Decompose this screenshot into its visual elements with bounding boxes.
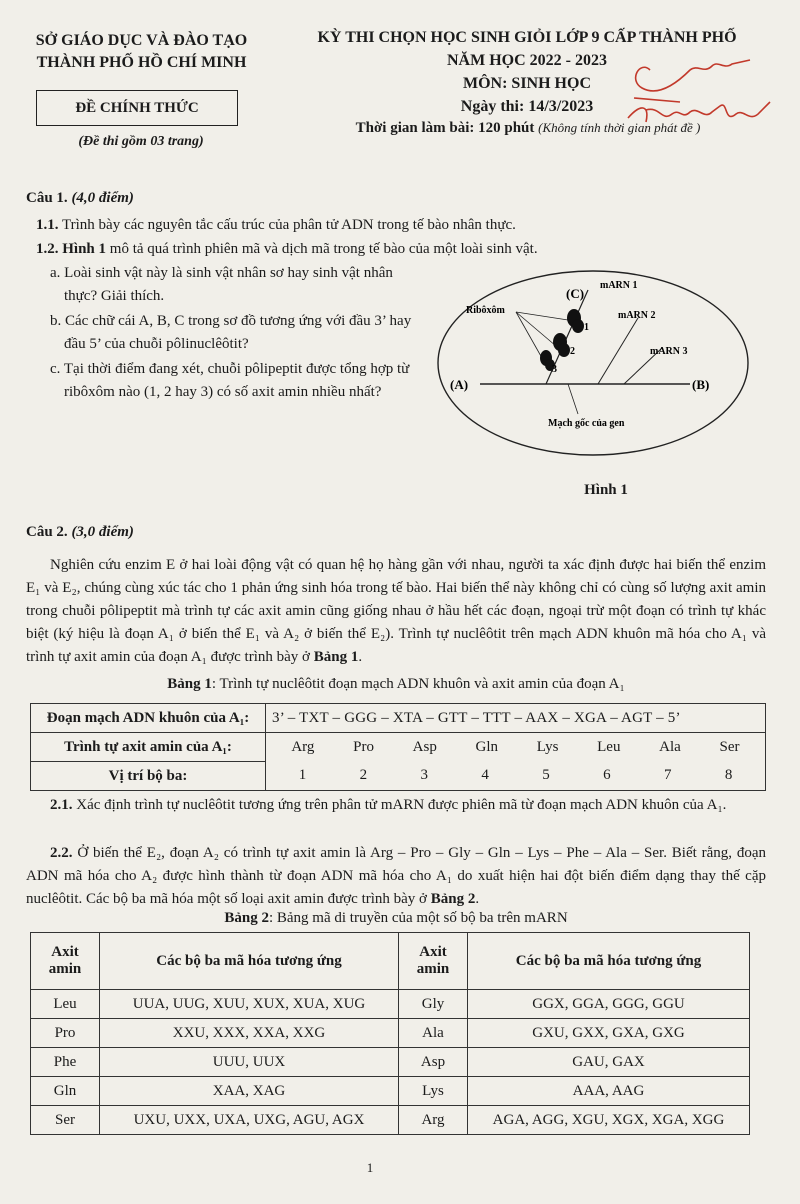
ribosome-pointer-3: [516, 312, 542, 358]
table-1-aa-values: [272, 739, 759, 756]
table-1-row-aa: [31, 733, 766, 762]
q1-item-2-number: 1.2.: [36, 241, 59, 257]
position-cell: 2: [359, 767, 368, 784]
table-2-aa: Gly: [399, 990, 468, 1019]
table-2-header-aa-2: Axit amin: [399, 933, 468, 990]
q2-item-1-number: 2.1.: [50, 797, 73, 813]
label-C: (C): [566, 286, 585, 301]
ribosome-number-3: 3: [552, 364, 557, 375]
template-pointer: [568, 384, 578, 414]
table-2-codons: XXU, XXX, XXA, XXG: [100, 1019, 399, 1048]
table-row: [31, 1019, 750, 1048]
position-cell: 6: [603, 767, 611, 784]
aa-cell: Pro: [353, 738, 374, 755]
ribosome-number-1: 1: [584, 322, 589, 333]
mrna-strand-2: [598, 318, 638, 384]
table-1-caption: [26, 676, 766, 693]
figure-1-caption: Hình 1: [584, 482, 628, 498]
handwritten-signature: [620, 40, 795, 140]
question-2-title: [26, 524, 134, 541]
q2-item-2-text: Ở biến thể E₂, đoạn A₂ có trình tự axit amin là Arg – Pro – Gly – Gln – Lys – Phe – Ala – Ser. Biết rằng, đoạn ADN mã hóa cho A₂ được hình thành từ đoạn ADN mã hóa cho A₁ do xuất hiện hai đột biến điểm dạng thay thế cặp nuclêôtit. Các bộ ba mã hóa một số loại axit amin được trình bày ở: [26, 845, 766, 907]
table-2-codons: UUA, UUG, XUU, XUX, XUA, XUG: [100, 990, 399, 1019]
q2-intro-text: Nghiên cứu enzim E ở hai loài động vật có quan hệ họ hàng gần với nhau, người ta xác định được hai biến thể enzim E₁ và E₂, chúng cùng xúc tác cho 1 phản ứng sinh hóa trong tế bào. Hai biến thể này không chỉ có cùng số lượng axit amin trong chuỗi pôlipeptit mà trình tự các axit amin cũng giống nhau ở hầu hết các đoạn, ngoại trừ một đoạn có trình tự khác biệt (ký hiệu là đoạn A₁ ở biến thể E₁ và A₂ ở biến thể E₂). Trình tự nuclêôtit trên mạch ADN khuôn mã hóa cho A₁ và trình tự axit amin của đoạn A₁ được trình bày ở: [26, 557, 766, 665]
aa-cell: Gln: [475, 738, 499, 755]
aa-cell: Ser: [719, 738, 740, 755]
table-2-aa: Leu: [31, 990, 100, 1019]
template-label: Mạch gốc của gen: [548, 418, 625, 429]
table-1-position-label: Vị trí bộ ba:: [31, 762, 266, 791]
table-2-aa: Pro: [31, 1019, 100, 1048]
q1-sub-a: a. Loài sinh vật này là sinh vật nhân sơ hay sinh vật nhân thực? Giải thích.: [50, 265, 393, 304]
table-2-header-codons-1: Các bộ ba mã hóa tương ứng: [100, 933, 399, 990]
table-row: [31, 1048, 750, 1077]
label-A: (A): [450, 377, 469, 392]
aa-cell: Asp: [412, 738, 437, 755]
table-2-caption: [26, 910, 766, 927]
table-2-aa: Asp: [399, 1048, 468, 1077]
table-row: [31, 990, 750, 1019]
position-cell: 1: [298, 767, 307, 784]
exam-date: Ngày thi: 14/3/2023: [460, 98, 594, 115]
aa-cell: Arg: [291, 738, 315, 755]
table-2-codons: UUU, UUX: [100, 1048, 399, 1077]
official-exam-box: [36, 90, 238, 126]
q1-item-2-figure-ref: Hình 1: [62, 241, 107, 257]
table-2-header-codons-2: Các bộ ba mã hóa tương ứng: [468, 933, 750, 990]
table-2: [30, 932, 750, 1135]
table-1: [30, 703, 766, 791]
position-cell: 8: [724, 767, 733, 784]
pages-note: (Đề thi gồm 03 trang): [78, 134, 204, 149]
position-cell: 3: [420, 767, 428, 784]
page-number: 1: [366, 1160, 374, 1175]
table-1-dna-label: Đoạn mạch ADN khuôn của A₁:: [31, 704, 266, 733]
aa-cell: Ala: [659, 738, 681, 755]
position-cell: 7: [663, 767, 672, 784]
table-2-aa: Phe: [31, 1048, 100, 1077]
time-label: Thời gian làm bài: 120 phút: [355, 120, 535, 136]
figure-1-diagram: [428, 268, 768, 498]
table-2-codons: AAA, AAG: [468, 1077, 750, 1106]
exam-title: KỲ THI CHỌN HỌC SINH GIỎI LỚP 9 CẤP THÀNH PHỐ: [317, 29, 737, 46]
label-B: (B): [692, 377, 710, 392]
table-2-aa: Lys: [399, 1077, 468, 1106]
aa-cell: Lys: [536, 738, 559, 755]
q2-label: Câu 2.: [26, 524, 68, 540]
issuing-authority: [14, 30, 269, 74]
aa-cell: Leu: [597, 738, 621, 755]
q2-item-2: 2.2. Ở biến thể E₂, đoạn A₂ có trình tự axit amin là Arg – Pro – Gly – Gln – Lys – Phe – Ala – Ser. Biết rằng, đoạn ADN mã hóa cho A₂ được hình thành từ đoạn ADN mã hóa cho A₁ do xuất hiện hai đột biến điểm dạng thay thế cặp nuclêôtit. Các bộ ba mã hóa một số loại axit amin được trình bày ở Bảng 2.: [26, 845, 766, 907]
table-2-aa: Ser: [31, 1106, 100, 1135]
table-2-header: [31, 933, 750, 990]
table-1-row-position: [31, 762, 766, 791]
table-2-codons: XAA, XAG: [100, 1077, 399, 1106]
q1-item-2: [36, 238, 776, 260]
q1-sub-c: c. Tại thời điểm đang xét, chuỗi pôlipeptit được tổng hợp từ ribôxôm nào (1, 2 hay 3) có số axit amin nhiều nhất?: [50, 361, 410, 400]
q2-item-1-text: Xác định trình tự nuclêôtit tương ứng trên phân tử mARN được phiên mã từ đoạn mạch ADN khuôn của A₁.: [76, 797, 727, 813]
q2-item-1: [26, 794, 766, 817]
mrna-3-label: mARN 3: [650, 346, 688, 357]
org-line-2: THÀNH PHỐ HỒ CHÍ MINH: [36, 54, 247, 71]
q1-item-2-text: mô tả quá trình phiên mã và dịch mã trong tế bào của một loài sinh vật.: [109, 241, 538, 257]
subject: MÔN: SINH HỌC: [463, 75, 591, 92]
q1-subquestions: [50, 262, 415, 404]
school-year: NĂM HỌC 2022 - 2023: [447, 52, 607, 69]
time-note: (Không tính thời gian phát đề ): [538, 120, 701, 135]
official-label: ĐỀ CHÍNH THỨC: [75, 99, 199, 116]
position-cell: 5: [542, 767, 550, 784]
q1-points: (4,0 điểm): [71, 190, 134, 206]
table-2-header-aa-1: Axit amin: [31, 933, 100, 990]
table-1-position-values: [272, 767, 759, 784]
table-2-caption-text: : Bảng mã di truyền của một số bộ ba trên mARN: [268, 910, 568, 926]
table-2-codons: GGX, GGA, GGG, GGU: [468, 990, 750, 1019]
table-2-aa: Arg: [399, 1106, 468, 1135]
q2-intro-table-ref: Bảng 1: [313, 649, 359, 665]
mrna-2-label: mARN 2: [618, 310, 656, 321]
q1-item-1: [36, 214, 776, 236]
q1-label: Câu 1.: [26, 190, 68, 206]
q1-sub-b: b. Các chữ cái A, B, C trong sơ đồ tương ứng với đầu 3’ hay đầu 5’ của chuỗi pôlinuclêôtit?: [50, 313, 412, 352]
position-cell: 4: [481, 767, 489, 784]
table-2-codons: UXU, UXX, UXA, UXG, AGU, AGX: [100, 1106, 399, 1135]
q2-item-2-table-ref: Bảng 2: [430, 891, 476, 907]
org-line-1: SỞ GIÁO DỤC VÀ ĐÀO TẠO: [35, 32, 248, 49]
q2-item-2-number: 2.2.: [50, 845, 73, 861]
question-1-title: [26, 190, 134, 207]
table-2-codons: GXU, GXX, GXA, GXG: [468, 1019, 750, 1048]
ribosome-number-2: 2: [570, 346, 575, 357]
table-1-aa-label: Trình tự axit amin của A₁:: [31, 733, 266, 762]
mrna-1-label: mARN 1: [600, 280, 638, 291]
table-2-codons: AGA, AGG, XGU, XGX, XGA, XGG: [468, 1106, 750, 1135]
ribosome-1: [567, 309, 584, 333]
q1-item-1-text: Trình bày các nguyên tắc cấu trúc của phân tử ADN trong tế bào nhân thực.: [61, 217, 516, 233]
q2-intro: Nghiên cứu enzim E ở hai loài động vật có quan hệ họ hàng gần với nhau, người ta xác định được hai biến thể enzim E₁ và E₂, chúng cùng xúc tác cho 1 phản ứng sinh hóa trong tế bào. Hai biến thể này không chỉ có cùng số lượng axit amin trong chuỗi pôlipeptit mà trình tự các axit amin cũng giống nhau ở hầu hết các đoạn, ngoại trừ một đoạn có trình tự khác biệt (ký hiệu là đoạn A₁ ở biến thể E₁ và A₂ ở biến thể E₂). Trình tự nuclêôtit trên mạch ADN khuôn mã hóa cho A₁ và trình tự axit amin của đoạn A₁ được trình bày ở Bảng 1.: [26, 557, 766, 665]
table-2-aa: Ala: [399, 1019, 468, 1048]
q2-points: (3,0 điểm): [71, 524, 134, 540]
table-2-caption-label: Bảng 2: [224, 910, 269, 926]
table-row: [31, 1106, 750, 1135]
table-1-dna-sequence: 3’ – TXT – GGG – XTA – GTT – TTT – AAX – XGA – AGT – 5’: [266, 704, 766, 733]
table-1-caption-text: : Trình tự nuclêôtit đoạn mạch ADN khuôn và axit amin của đoạn A₁: [211, 676, 625, 692]
table-1-row-dna: [31, 704, 766, 733]
ribosome-label: Ribôxôm: [466, 305, 505, 316]
table-2-codons: GAU, GAX: [468, 1048, 750, 1077]
table-1-caption-label: Bảng 1: [167, 676, 212, 692]
table-2-aa: Gln: [31, 1077, 100, 1106]
q1-item-1-number: 1.1.: [36, 217, 59, 233]
table-row: [31, 1077, 750, 1106]
